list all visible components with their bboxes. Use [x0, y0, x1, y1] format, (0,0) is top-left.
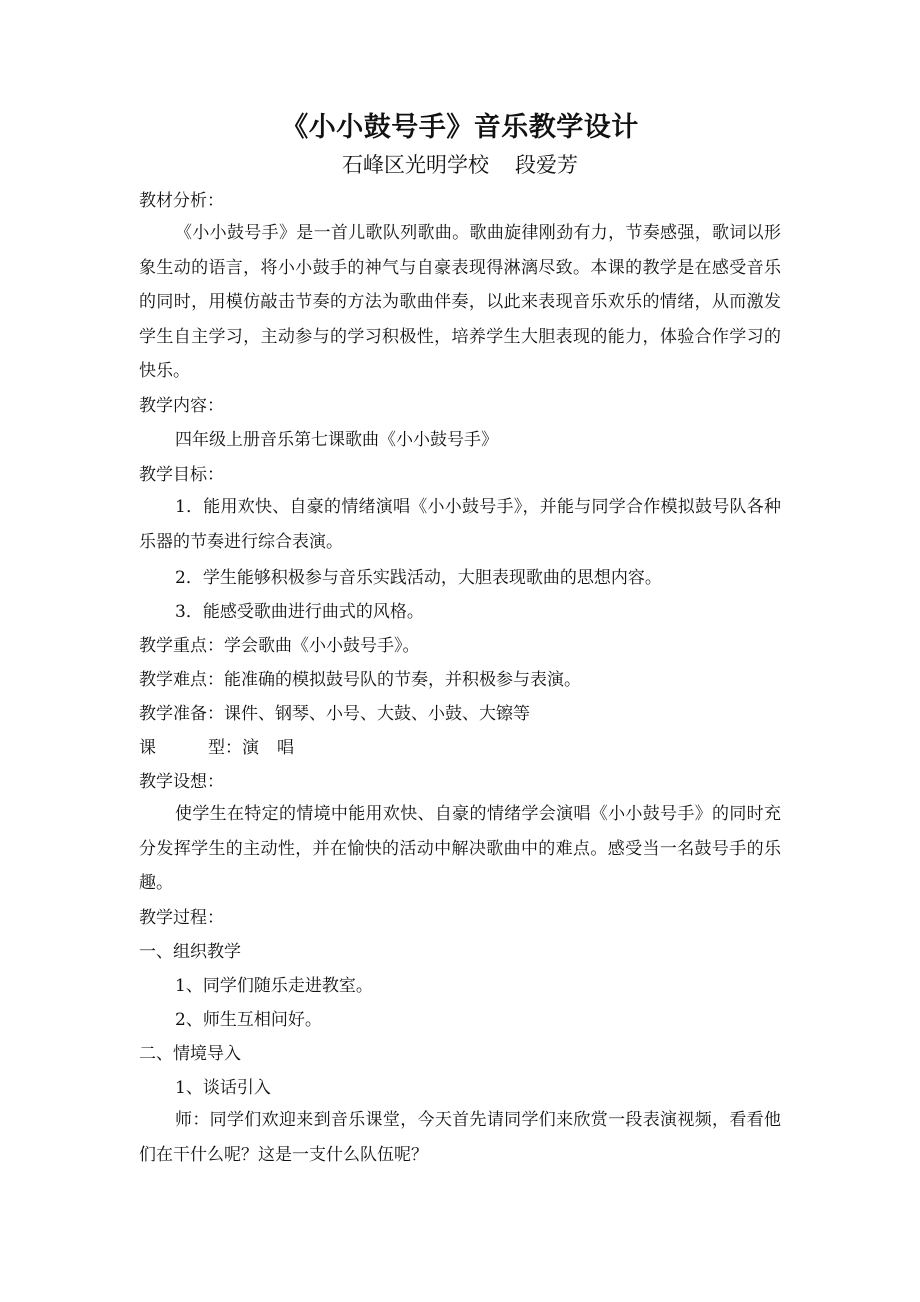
- objectives-heading: 教学目标：: [139, 465, 224, 485]
- key-point-label: 教学重点：: [139, 636, 224, 656]
- lesson-type-value-1: 演: [242, 738, 259, 758]
- key-point-value: 学会歌曲《小小鼓号手》。: [224, 636, 420, 656]
- preparation-label: 教学准备：: [139, 704, 224, 724]
- material-analysis-heading: 教材分析：: [139, 191, 224, 211]
- objective-item-3: 3．能感受歌曲进行曲式的风格。: [175, 602, 424, 622]
- preparation-line: [139, 701, 530, 727]
- process-part2-heading: 二、情境导入: [139, 1044, 241, 1064]
- objective-item-1: 1．能用欢快、自豪的情绪演唱《小小鼓号手》，并能与同学合作模拟鼓号队各种乐器的节奏进行综合表演。: [139, 497, 781, 552]
- objective-item-2: 2．学生能够积极参与音乐实践活动，大胆表现歌曲的思想内容。: [175, 568, 662, 588]
- lesson-type-line: [139, 735, 294, 761]
- content-heading: 教学内容：: [139, 396, 224, 416]
- document-title: 《小小鼓号手》音乐教学设计: [281, 112, 639, 143]
- content-body: 四年级上册音乐第七课歌曲《小小鼓号手》: [175, 430, 498, 450]
- author-school: 石峰区光明学校: [342, 153, 489, 177]
- concept-heading: 教学设想：: [139, 772, 224, 792]
- author-name: 段爱芳: [515, 153, 578, 177]
- document-author-line: [139, 150, 781, 180]
- process-part2-item-1: 1、谈话引入: [175, 1078, 271, 1098]
- process-heading: 教学过程：: [139, 908, 224, 928]
- material-analysis-body: 《小小鼓号手》是一首儿歌队列歌曲。歌曲旋律刚劲有力，节奏感强，歌词以形象生动的语言，将小小鼓手的神气与自豪表现得淋漓尽致。本课的教学是在感受音乐的同时，用模仿敲击节奏的方法为歌曲伴奏，以此来表现音乐欢乐的情绪，从而激发学生自主学习，主动参与的学习积极性，培养学生大胆表现的能力，体验合作学习的快乐。: [139, 223, 781, 381]
- key-point-line: [139, 633, 420, 659]
- lesson-type-label-1: 课: [139, 738, 156, 758]
- difficulty-label: 教学难点：: [139, 670, 224, 690]
- lesson-type-value-2: 唱: [277, 738, 294, 758]
- process-part1-heading: 一、组织教学: [139, 942, 241, 962]
- process-part1-item-2: 2、师生互相问好。: [175, 1010, 322, 1030]
- lesson-type-label-2: 型：: [208, 738, 242, 758]
- concept-body: 使学生在特定的情境中能用欢快、自豪的情绪学会演唱《小小鼓号手》的同时充分发挥学生的主动性，并在愉快的活动中解决歌曲中的难点。感受当一名鼓号手的乐趣。: [139, 804, 781, 893]
- difficulty-line: [139, 667, 581, 693]
- process-part1-item-1: 1、同学们随乐走进教室。: [175, 976, 373, 996]
- preparation-value: 课件、钢琴、小号、大鼓、小鼓、大镲等: [224, 704, 530, 724]
- process-part2-dialogue: 师：同学们欢迎来到音乐课堂，今天首先请同学们来欣赏一段表演视频，看看他们在干什么呢？这是一支什么队伍呢？: [139, 1110, 781, 1165]
- difficulty-value: 能准确的模拟鼓号队的节奏，并积极参与表演。: [224, 670, 581, 690]
